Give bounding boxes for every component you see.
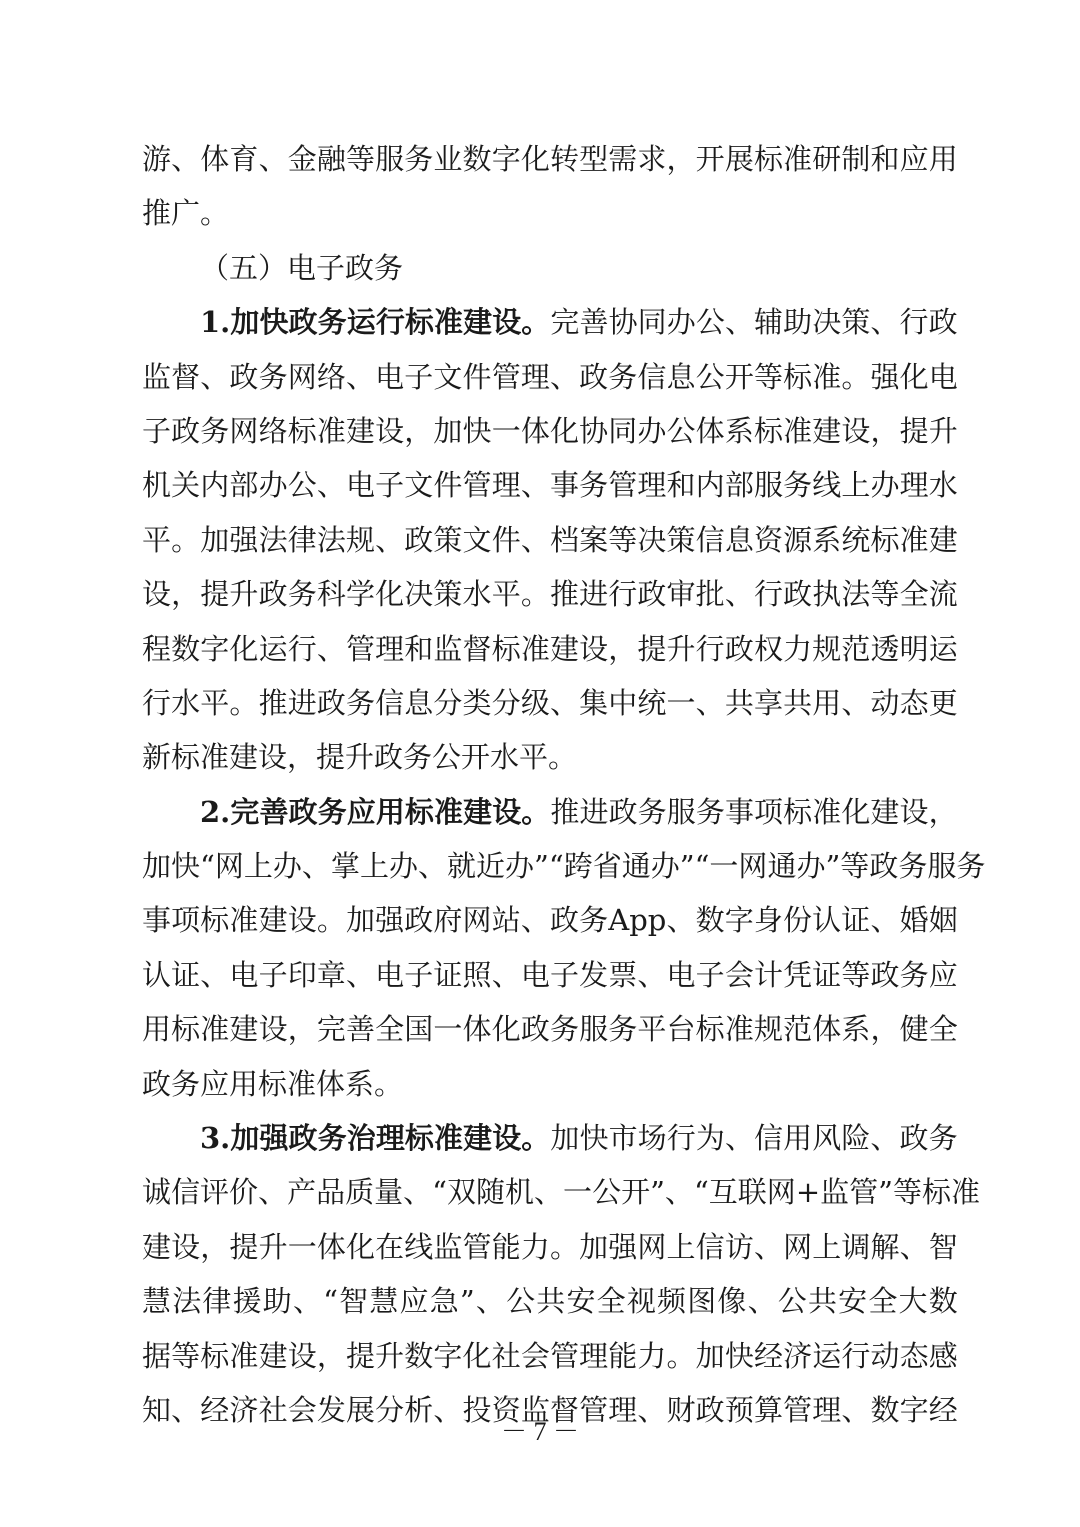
text-line: 建 设 ， 提 升 一 体 化 在 线 监 管 能 力 。 加 强 网 上 信 访 、 网 上 调 解 、 智 [142,1229,958,1264]
text-line: 2. 完 善 政 务 应 用 标 准 建 设 。 推 进 政 务 服 务 事 项 标 准 化 建 设 ， [200,794,958,829]
text-line: 认 证 、 电 子 印 章 、 电 子 证 照 、 电 子 发 票 、 电 子 会 计 凭 证 等 政 务 应 [142,957,958,992]
text-line: 慧 法 律 援 助 、 “ 智 慧 应 急 ” 、 公 共 安 全 视 频 图 像 、 公 共 安 全 大 数 [142,1284,958,1319]
text-line: 程 数 字 化 运 行 、 管 理 和 监 督 标 准 建 设 ， 提 升 行 政 权 力 规 范 透 明 运 [142,631,958,666]
text-line: 监 督 、 政 务 网 络 、 电 子 文 件 管 理 、 政 务 信 息 公 开 等 标 准 。 强 化 电 [142,359,958,394]
text-line: 据 等 标 准 建 设 ， 提 升 数 字 化 社 会 管 理 能 力 。 加 快 经 济 运 行 动 态 感 [142,1338,958,1373]
text-line: 平 。 加 强 法 律 法 规 、 政 策 文 件 、 档 案 等 决 策 信 息 资 源 系 统 标 准 建 [142,522,958,557]
text-line: 加 快 “ 网 上 办 、 掌 上 办 、 就 近 办 ” “ 跨 省 通 办 ” “ 一 网 通 办 ” 等 政 务 服 务 [142,849,986,884]
body-text: 新标准建设，提升政务公开水平。 [142,740,578,775]
page-number: － 7 － [500,1417,579,1446]
text-line: 1. 加 快 政 务 运 行 标 准 建 设 。 完 善 协 同 办 公 、 辅 助 决 策 、 行 政 [200,305,958,340]
text-line: 诚 信 评 价 、 产 品 质 量 、 “ 双 随 机 、 一 公 开 ” 、 “ 互 联 网 + 监 管 ” 等 标 准 [142,1175,981,1210]
text-line: 游 、 体 育 、 金 融 等 服 务 业 数 字 化 转 型 需 求 ， 开 展 标 准 研 制 和 应 用 [142,142,958,176]
text-line [142,1057,958,1111]
body-text: （五）电子政务 [200,250,404,285]
text-line: 3. 加 强 政 务 治 理 标 准 建 设 。 加 快 市 场 行 为 、 信 用 风 险 、 政 务 [200,1121,958,1156]
text-line: 机 关 内 部 办 公 、 电 子 文 件 管 理 、 事 务 管 理 和 内 部 服 务 线 上 办 理 水 [142,468,958,503]
body-text: 政务应用标准体系。 [142,1066,404,1101]
document-body [142,132,986,1437]
text-line: 设 ， 提 升 政 务 科 学 化 决 策 水 平 。 推 进 行 政 审 批 、 行 政 执 法 等 全 流 [142,577,958,612]
text-line [142,241,958,295]
text-line: 事 项 标 准 建 设 。 加 强 政 府 网 站 、 政 务 App 、 数 字 身 份 认 证 、 婚 姻 [142,903,958,938]
text-line: 子 政 务 网 络 标 准 建 设 ， 加 快 一 体 化 协 同 办 公 体 系 标 准 建 设 ， 提 升 [142,413,958,448]
text-line: 行 水 平 。 推 进 政 务 信 息 分 类 分 级 、 集 中 统 一 、 共 享 共 用 、 动 态 更 [142,685,958,720]
text-line [142,730,958,784]
text-line: 知 、 经 济 社 会 发 展 分 析 、 投 资 监 督 管 理 、 财 政 预 算 管 理 、 数 字 经 [142,1392,958,1427]
text-line [142,186,958,240]
text-line: 用 标 准 建 设 ， 完 善 全 国 一 体 化 政 务 服 务 平 台 标 准 规 范 体 系 ， 健 全 [142,1012,958,1047]
body-text: 推广。 [142,196,230,231]
